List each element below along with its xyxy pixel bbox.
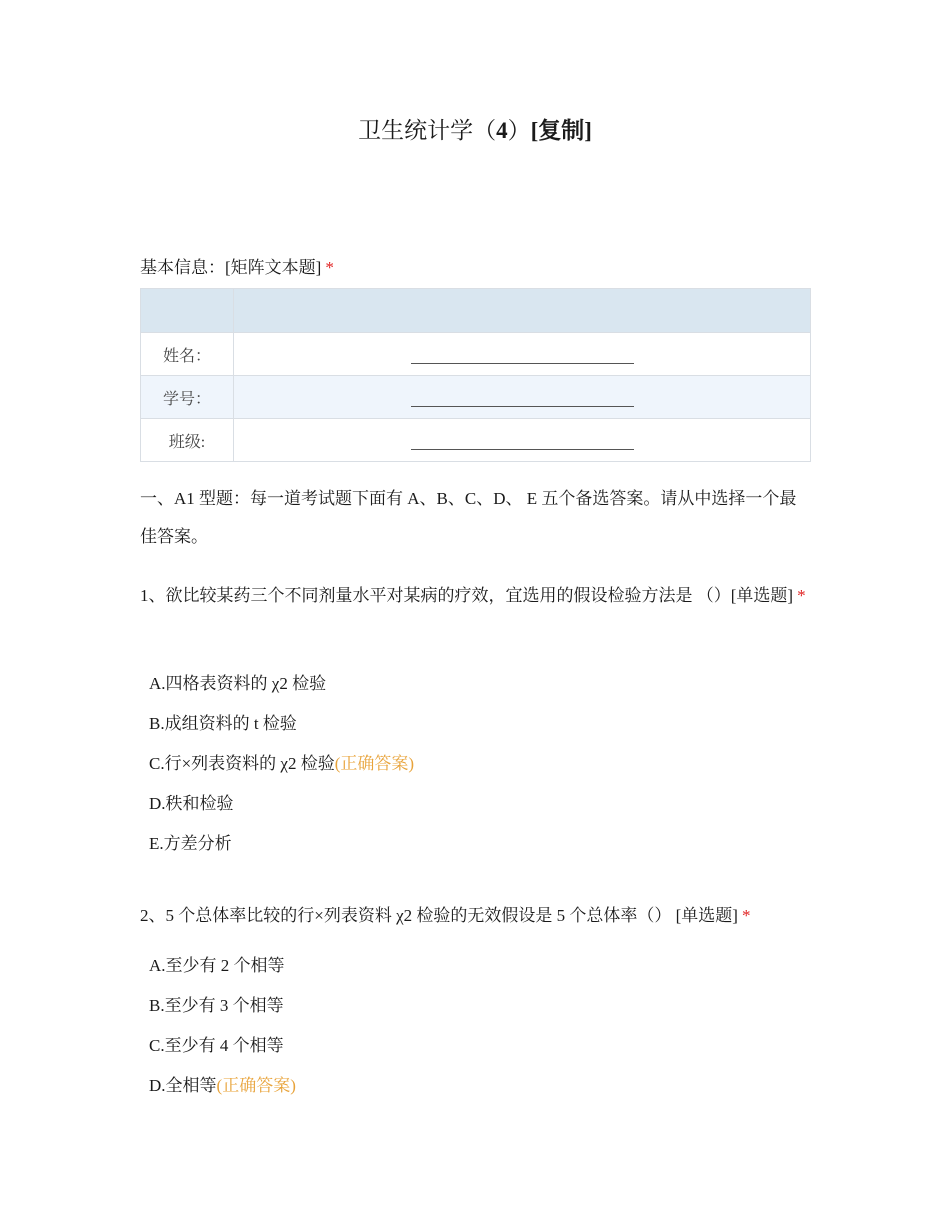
basic-info-matrix [140,288,811,462]
question-1-text: 1、欲比较某药三个不同剂量水平对某病的疗效，宜选用的假设检验方法是 （）[单选题] [140,586,794,605]
matrix-header-row [141,289,811,333]
q1-option-e[interactable]: E.方差分析 [149,834,232,853]
basic-info-label-text: 基本信息：[矩阵文本题] [140,258,322,277]
correct-answer-badge: (正确答案) [216,1076,296,1095]
q2-option-c[interactable]: C.至少有 4 个相等 [149,1036,284,1055]
q2-option-a[interactable]: A.至少有 2 个相等 [149,956,285,975]
title-close: ） [507,118,531,143]
q1-option-c-text: C.行×列表资料的 χ2 检验 [149,754,335,773]
question-1-title [140,577,810,615]
q1-option-a[interactable]: A.四格表资料的 χ2 检验 [149,674,327,693]
student-id-blank-line[interactable] [411,388,634,407]
q2-option-d[interactable] [149,1071,296,1096]
class-input[interactable] [234,419,811,462]
required-mark: * [741,906,751,925]
required-mark: * [797,586,806,605]
matrix-row-label: 姓名： [141,333,234,376]
student-id-input[interactable] [234,376,811,419]
section-intro: 一、A1 型题：每一道考试题下面有 A、B、C、D、 E 五个备选答案。请从中选择一个最佳答案。 [140,489,797,546]
q1-option-b[interactable]: B.成组资料的 t 检验 [149,714,297,733]
basic-info-label [140,253,334,278]
q2-option-d-text: D.全相等 [149,1076,217,1095]
required-mark: * [325,258,334,277]
q1-option-d[interactable]: D.秩和检验 [149,794,234,813]
matrix-row-class [141,419,811,462]
correct-answer-badge: (正确答案) [334,754,415,773]
matrix-row-label: 班级: [141,419,234,462]
page-title [0,112,950,145]
name-input[interactable] [234,333,811,376]
title-tag: [复制] [530,118,592,143]
matrix-header-cell [141,289,234,333]
title-text: 卫生统计学（ [358,118,497,143]
class-blank-line[interactable] [411,431,634,450]
matrix-row-label: 学号： [141,376,234,419]
matrix-row-name [141,333,811,376]
q1-option-c[interactable] [149,749,414,774]
question-2-title [140,897,810,935]
matrix-header-cell [234,289,811,333]
title-number: 4 [496,118,508,143]
matrix-row-student-id [141,376,811,419]
question-2-text: 2、5 个总体率比较的行×列表资料 χ2 检验的无效假设是 5 个总体率（） [单选题] [140,906,738,925]
name-blank-line[interactable] [411,345,634,364]
q2-option-b[interactable]: B.至少有 3 个相等 [149,996,284,1015]
